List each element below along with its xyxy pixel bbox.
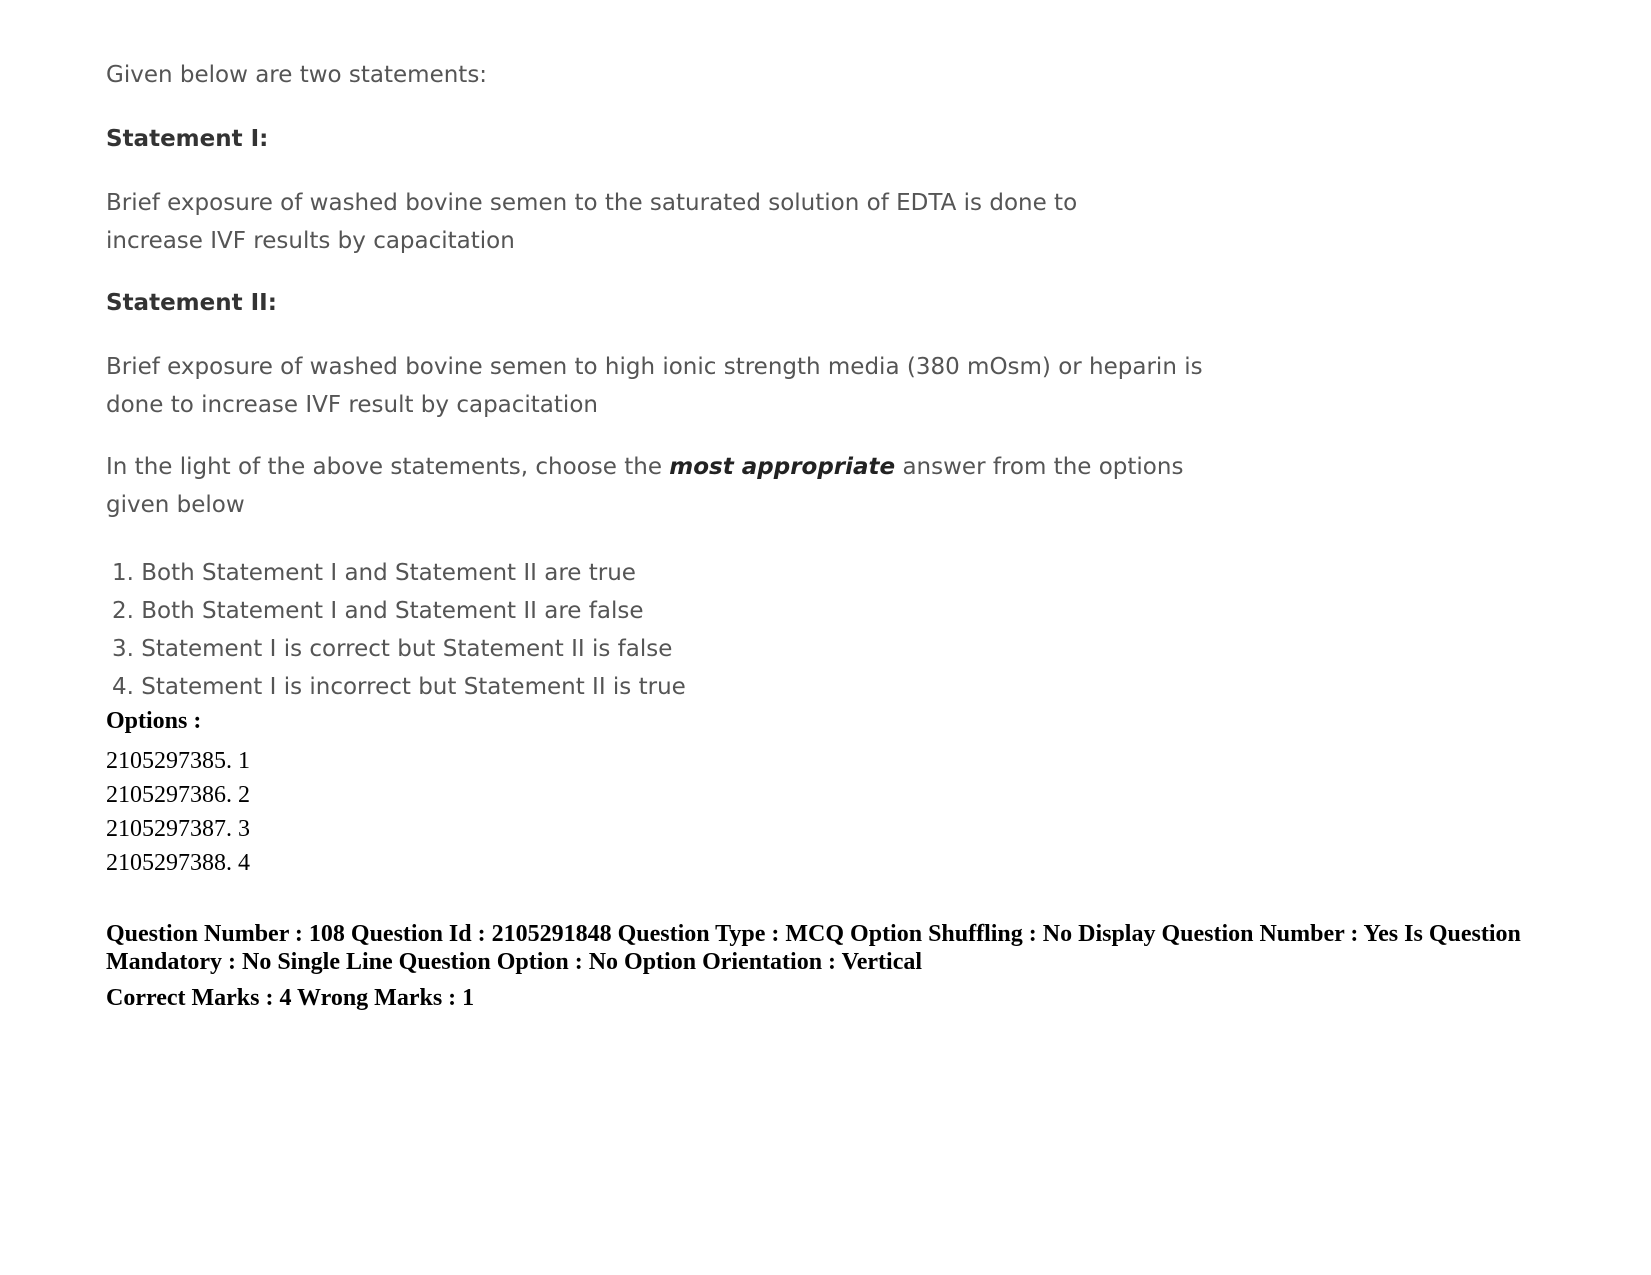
statement-2-text: Brief exposure of washed bovine semen to high ionic strength media (380 mOsm) or heparin is done to increase IVF result by capacitation <box>106 354 1203 418</box>
answer-choice-3: 3. Statement I is correct but Statement II is false <box>112 636 673 662</box>
option-item-1: 2105297385. 1 <box>106 748 250 774</box>
options-heading: Options : <box>106 708 202 734</box>
statement-2-heading: Statement II: <box>106 290 277 316</box>
question-intro: Given below are two statements: <box>106 62 488 88</box>
statement-1-text: Brief exposure of washed bovine semen to the saturated solution of EDTA is done to increase IVF results by capacitation <box>106 190 1078 254</box>
option-item-3: 2105297387. 3 <box>106 816 250 842</box>
options-list <box>106 744 250 880</box>
answer-choices <box>112 554 686 706</box>
instruction-post: answer from the options given below <box>106 454 1184 518</box>
answer-choice-4: 4. Statement I is incorrect but Statement II is true <box>112 674 686 700</box>
option-item-4: 2105297388. 4 <box>106 850 250 876</box>
question-marks: Correct Marks : 4 Wrong Marks : 1 <box>106 985 475 1011</box>
statement-1-heading: Statement I: <box>106 126 269 152</box>
instruction-emphasis: most appropriate <box>669 454 896 480</box>
instruction-pre: In the light of the above statements, choose the <box>106 454 670 480</box>
option-item-2: 2105297386. 2 <box>106 782 250 808</box>
question-meta: Question Number : 108 Question Id : 2105291848 Question Type : MCQ Option Shuffling : No Display Question Number : Yes Is Question Mandatory : No Single Line Question Option : No Option Orientation : Vertical <box>106 921 1521 975</box>
question-instruction <box>106 448 1186 524</box>
answer-choice-2: 2. Both Statement I and Statement II are false <box>112 598 644 624</box>
answer-choice-1: 1. Both Statement I and Statement II are true <box>112 560 636 586</box>
